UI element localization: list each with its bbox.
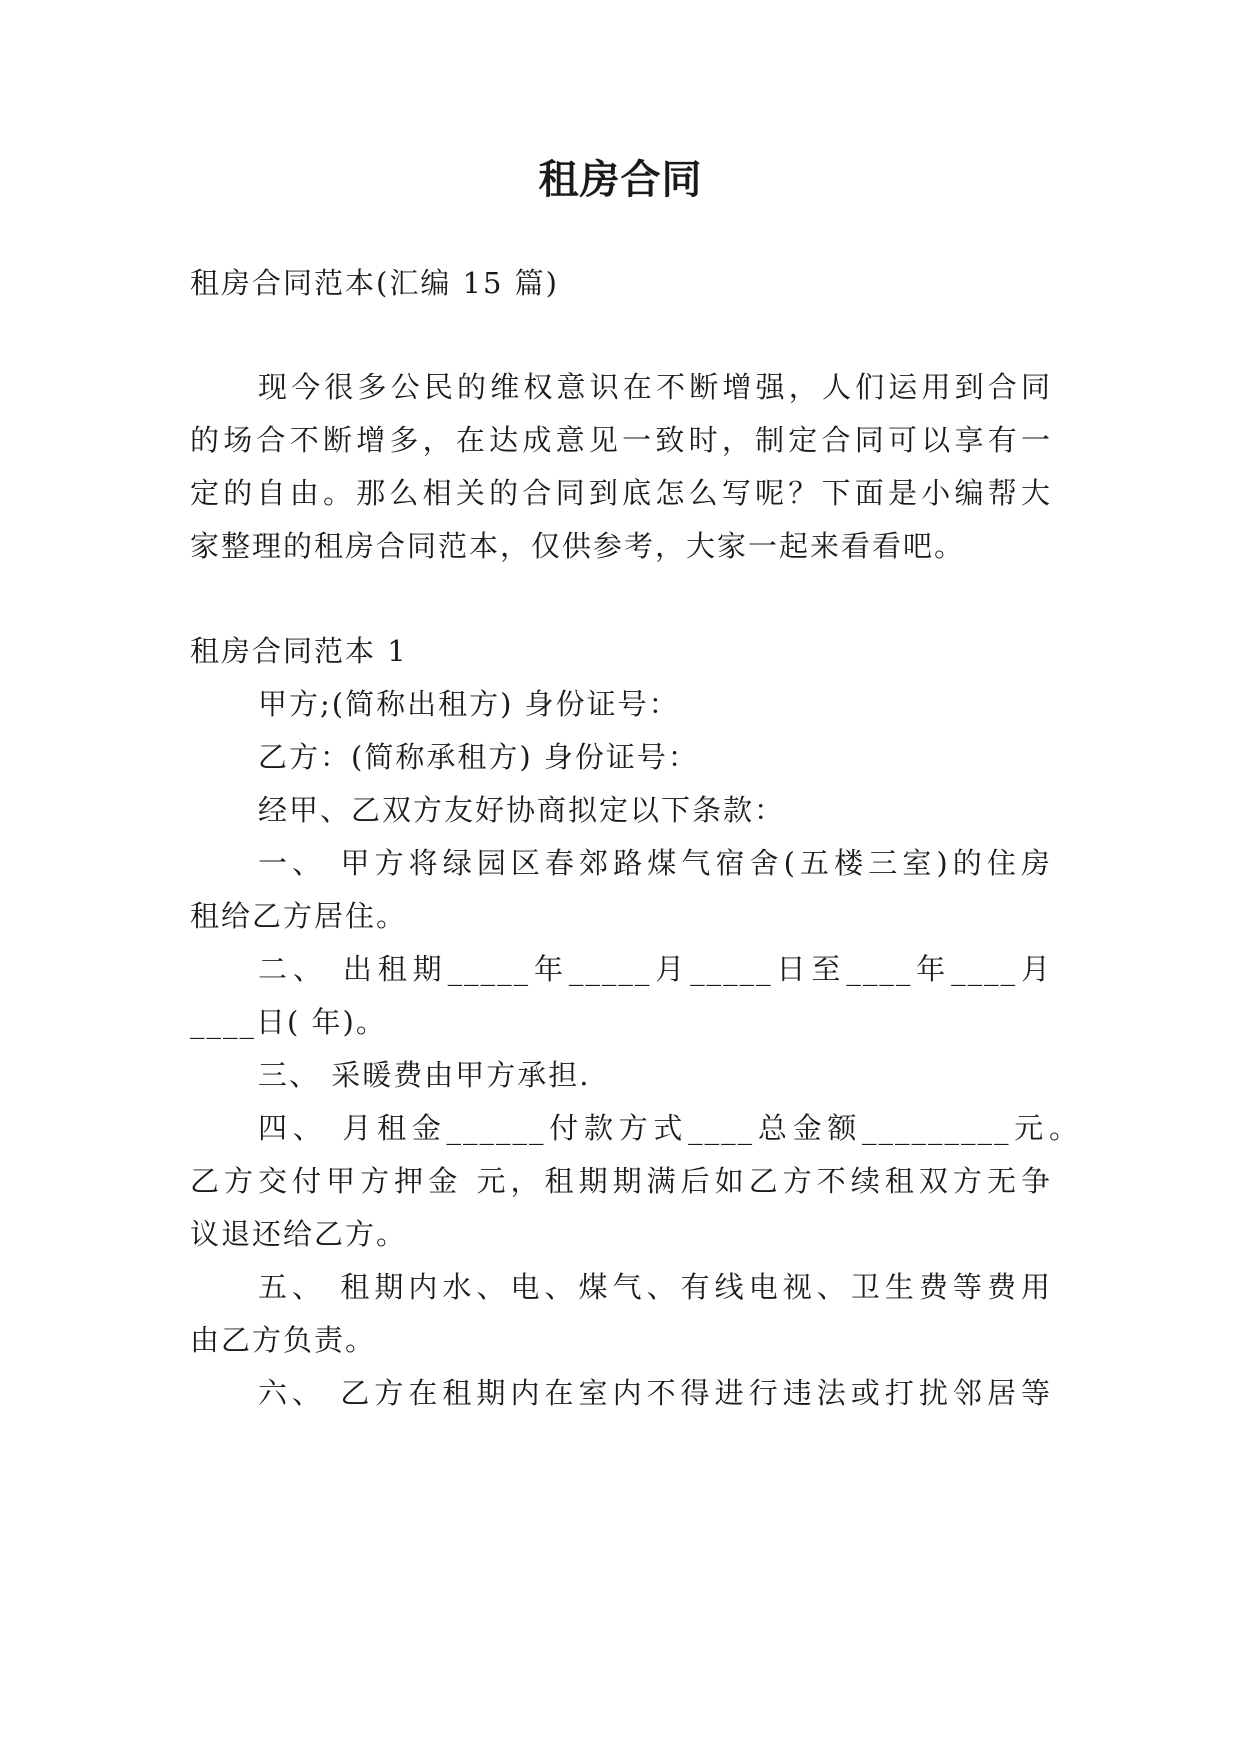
clause-line: 乙方交付甲方押金 元，租期期满后如乙方不续租双方无争 [190, 1164, 1052, 1198]
clause-line: 三、 采暖费由甲方承担. [258, 1058, 591, 1092]
clause-line: 二、 出租期_____年_____月_____日至____年____月 [258, 952, 1053, 986]
clause-line: 六、 乙方在租期内在室内不得进行违法或打扰邻居等 [258, 1376, 1052, 1410]
intro-line: 定的自由。那么相关的合同到底怎么写呢？下面是小编帮大 [190, 476, 1052, 510]
clause-line: 五、 租期内水、电、煤气、有线电视、卫生费等费用 [258, 1270, 1052, 1304]
section-heading: 租房合同范本 1 [190, 634, 408, 668]
clause-line: 一、 甲方将绿园区春郊路煤气宿舍(五楼三室)的住房 [258, 846, 1052, 880]
clause-line: 议退还给乙方。 [190, 1217, 408, 1251]
party-a-line: 甲方;(简称出租方) 身份证号： [258, 687, 680, 721]
document-subtitle: 租房合同范本(汇编 15 篇) [190, 266, 559, 300]
agreement-line: 经甲、乙双方友好协商拟定以下条款： [258, 793, 786, 827]
document-title: 租房合同 [538, 157, 703, 203]
intro-line: 家整理的租房合同范本，仅供参考，大家一起来看看吧。 [190, 529, 966, 563]
party-b-line: 乙方：(简称承租方) 身份证号： [258, 740, 699, 774]
intro-line: 的场合不断增多，在达成意见一致时，制定合同可以享有一 [190, 423, 1052, 457]
clause-line: 租给乙方居住。 [190, 899, 408, 933]
clause-line: 由乙方负责。 [190, 1323, 377, 1357]
intro-line: 现今很多公民的维权意识在不断增强，人们运用到合同 [258, 370, 1052, 404]
clause-line: ____日( 年)。 [190, 1005, 387, 1039]
clause-line: 四、 月租金______付款方式____总金额_________元。 [258, 1111, 1080, 1145]
